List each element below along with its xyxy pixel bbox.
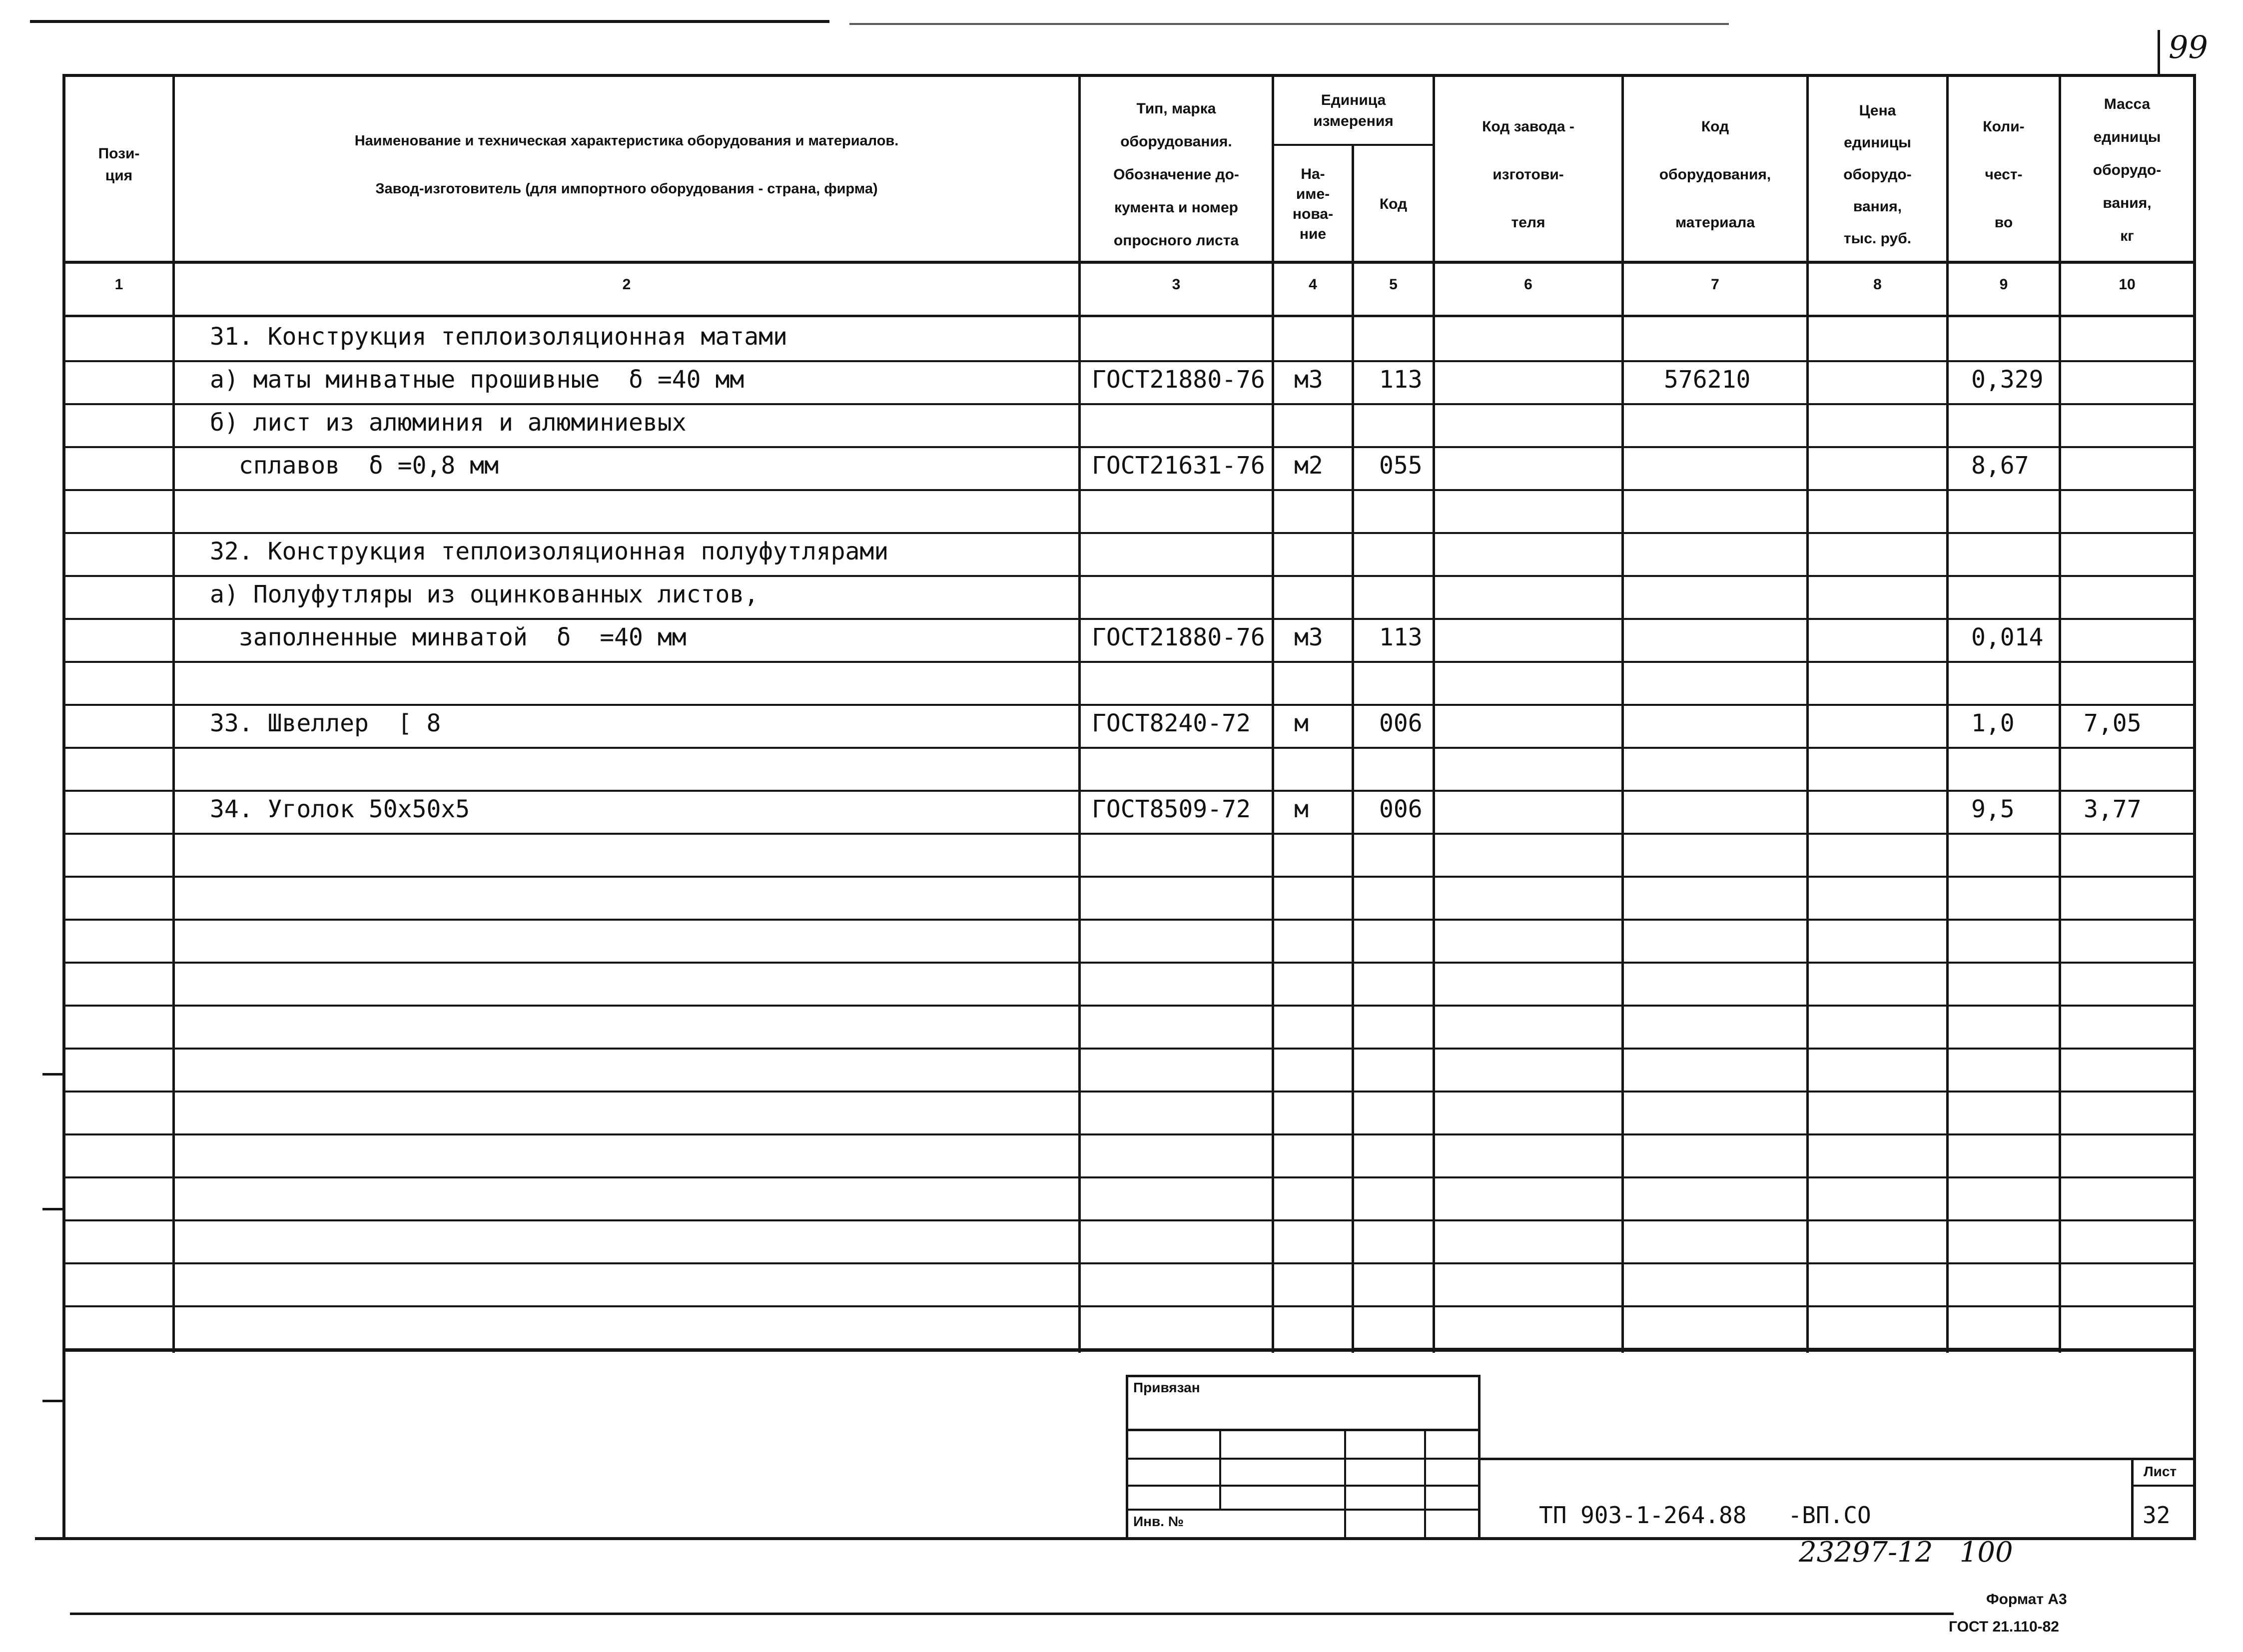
row-line	[65, 1176, 2193, 1178]
row-unit-code: 006	[1379, 709, 1423, 737]
header-name: Наименование и техническая характеристика оборудования и материалов. Завод-изготовитель (для импортного оборудования - страна, фирма)	[354, 133, 899, 197]
sheet-mark: 99	[2169, 29, 2208, 65]
row-line	[65, 489, 2193, 491]
row-unit: м	[1294, 795, 1309, 823]
row-line	[65, 1348, 2193, 1350]
standard-label: ГОСТ 21.110-82	[1949, 1619, 2059, 1635]
col-number-1: 1	[114, 276, 123, 293]
header-factory-code: Код завода - изготови- теля	[1482, 118, 1574, 231]
row-name: а) Полуфутляры из оцинкованных листов,	[210, 580, 759, 608]
row-name: а) маты минватные прошивные δ =40 мм	[210, 366, 745, 394]
sheet-label: Лист	[2144, 1464, 2177, 1479]
header-quantity: Коли- чест- во	[1983, 118, 2025, 231]
header-unit-name: На- име- нова- ние	[1292, 166, 1334, 242]
row-mass: 3,77	[2084, 795, 2142, 823]
row-name: 34. Уголок 50х50х5	[210, 795, 470, 823]
row-name: 31. Конструкция теплоизоляционная матами	[210, 323, 787, 351]
row-quantity: 0,014	[1971, 623, 2044, 651]
header-position: Пози- ция	[98, 145, 140, 184]
row-unit-code: 006	[1379, 795, 1423, 823]
row-line	[65, 876, 2193, 878]
row-line	[65, 1048, 2193, 1050]
row-line	[65, 1219, 2193, 1221]
row-line	[65, 747, 2193, 749]
col-number-5: 5	[1389, 276, 1398, 293]
row-name: сплавов δ =0,8 мм	[210, 452, 499, 480]
linked-label: Привязан	[1133, 1380, 1200, 1395]
col-number-7: 7	[1711, 276, 1719, 293]
row-unit: м3	[1294, 366, 1323, 394]
row-type: ГОСТ8509-72	[1092, 795, 1251, 823]
stamp-number: 23297-12 100	[1799, 1536, 2013, 1569]
row-line	[65, 919, 2193, 921]
document-designation: ТП 903-1-264.88 -ВП.СО	[1539, 1502, 1871, 1529]
row-type: ГОСТ21880-76	[1092, 623, 1265, 651]
row-line	[65, 1133, 2193, 1135]
header-unit-code: Код	[1379, 196, 1408, 212]
row-quantity: 1,0	[1971, 709, 2015, 737]
row-type: ГОСТ21631-76	[1092, 452, 1265, 480]
col-number-6: 6	[1524, 276, 1532, 293]
row-line	[65, 1262, 2193, 1264]
col-number-8: 8	[1873, 276, 1882, 293]
header-type: Тип, марка оборудования. Обозначение до- кумента и номер опросного листа	[1113, 100, 1239, 249]
row-unit-code: 055	[1379, 452, 1423, 480]
row-unit-code: 113	[1379, 366, 1423, 394]
row-name: заполненные минватой δ =40 мм	[210, 623, 687, 651]
row-mass: 7,05	[2084, 709, 2142, 737]
row-line	[65, 1005, 2193, 1007]
col-number-9: 9	[1999, 276, 2008, 293]
row-quantity: 8,67	[1971, 452, 2029, 480]
col-number-2: 2	[622, 276, 631, 293]
inv-number-label: Инв. №	[1133, 1514, 1184, 1529]
row-unit-code: 113	[1379, 623, 1423, 651]
row-quantity: 9,5	[1971, 795, 2015, 823]
header-unit-group: Единица измерения	[1313, 92, 1394, 129]
row-line	[65, 1305, 2193, 1307]
row-type: ГОСТ8240-72	[1092, 709, 1251, 737]
row-line	[65, 661, 2193, 663]
sheet-number: 32	[2143, 1502, 2171, 1529]
header-price: Цена единицы оборудо- вания, тыс. руб.	[1843, 102, 1912, 247]
row-name: б) лист из алюминия и алюминиевых	[210, 409, 687, 437]
row-line	[65, 1091, 2193, 1093]
row-material-code: 576210	[1664, 366, 1751, 394]
row-unit: м3	[1294, 623, 1323, 651]
row-name: 32. Конструкция теплоизоляционная полуфутлярами	[210, 538, 889, 565]
col-number-4: 4	[1309, 276, 1317, 293]
row-unit: м	[1294, 709, 1309, 737]
row-unit: м2	[1294, 452, 1323, 480]
row-quantity: 0,329	[1971, 366, 2044, 394]
header-mass: Масса единицы оборудо- вания, кг	[2093, 96, 2162, 244]
row-line	[65, 833, 2193, 835]
header-material-code: Код оборудования, материала	[1659, 118, 1771, 231]
row-line	[65, 962, 2193, 964]
format-label: Формат А3	[1986, 1591, 2067, 1608]
row-type: ГОСТ21880-76	[1092, 366, 1265, 394]
row-name: 33. Швеллер [ 8	[210, 709, 441, 737]
col-number-10: 10	[2119, 276, 2136, 293]
col-number-3: 3	[1172, 276, 1181, 293]
